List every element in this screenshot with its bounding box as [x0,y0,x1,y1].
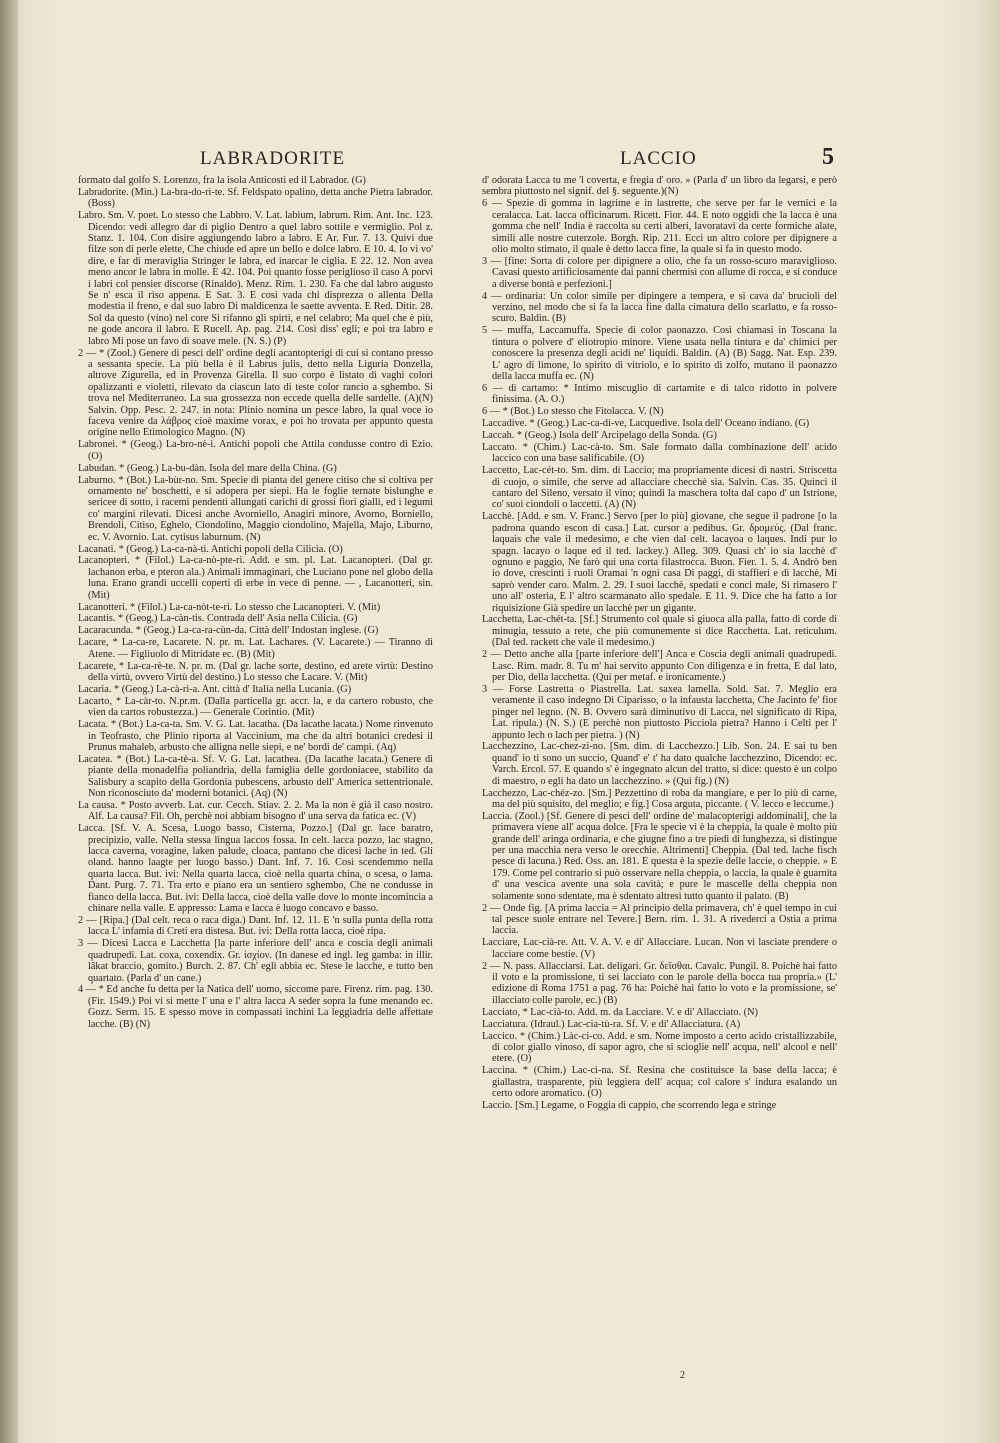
entry: 2 — Detto anche alla [parte inferiore dell'] Anca e Coscia degli animali quadrupedi. Lasc. Rim. madr. 8. Tu m' hai servito appunto Con diligenza e in fretta, E dal lato, per Dio, della lacchetta. (Qui per metaf. e ironicamente.) [482,649,837,683]
entry: Laccia. (Zool.) [Sf. Genere di pesci dell' ordine de' malacopterigi addominali], che la primavera viene all' acqua dolce. [Fra le specie vi è la cheppia, la quale è molto più grande dell' aringa ordinaria, e che giugne fino a tre piedi di lunghezza, si distingue per una macchia nera verso le orecchie. Altrimenti] Cheppia. (Dal ted. lache fisch pesce di lacuna.) Red. Oss. an. 181. E questa è la spezie delle laccie, o cheppie. » E 179. Come pel contrario si può osservare nella cheppia, o laccia, la quale è guarnita d' una vescica avente una sola cavità; e pure le mascelle della cheppia non solamente sono sdentate, ma è sdentato altresì tutto quanto il palato. (B) [482,810,837,902]
entry: Laccadive. * (Geog.) Lac-ca-di-ve, Lacquedive. Isola dell' Oceano indiano. (G) [482,418,810,430]
entry: Laccina. * (Chim.) Lac-cì-na. Sf. Resina che costituisce la base della lacca; è giallastra, trasparente, più leggiera dell' acqua; col calore s' indura esalando un certo odore aromatico. (O) [482,1065,837,1100]
entry: 6 — di cartamo: * Intimo miscuglio di cartamite e di talco ridotto in polvere finissima. (A. O.) [482,382,837,406]
entry: 6 — Spezie di gomma in lagrime e in lastrette, che serve per far le vernici e la ceralacca. Lat. lacca officinarum. Ricett. Fior. 44. E noto oggidì che la lacca è una gomma che nell' India è raccolta su certi alberi, lavoratavi da certe formiche alate, simili alle nostre cuterzole. Borgh. Rip. 211. Ecci un altro colore per dipignere a olio molto stimato, il quale è detto lacca fine, la quale si fa in questo modo. [482,198,837,255]
entry: 3 — [fine: Sorta di colore per dipignere a olio, che fa un rosso-scuro maraviglioso. Cavasi questo artificiosamente dai panni chermisi con allume di rocca, e si conduce a diverse bontà e perfezioni.] [482,255,837,290]
entry: Labudan. * (Geog.) La-bu-dàn. Isola del mare della China. (G) [78,462,337,474]
entry: Labro. Sm. V. poet. Lo stesso che Labbro. V. Lat. labium, labrum. Rim. Ant. Inc. 123. Dicendo: vedi allegro dar di piglio Dentro a quel labro sottile e vermiglio. Pol z. Stanz. 1. 104. Con disire aggiungendo labro a labro. E Ar. Fur. 7. 13. Quivi due filze son di perle elette, Che chiude ed apre un bello e dolce labro. E 10. 4. Io vi vo' dire, e far di meraviglia Stringer le labra, ed inarcar le ciglia. E 22. 12. Non avea meno ancor le labra in molle. E 42. 104. Poi quanto fosse periglioso il caso A porvi i labri col pensier discorse (Rinaldo). Menz. Rim. 1. 230. Fa che dal labro augusto Se n' esca il riso appena. E Sat. 3. E così vada chi disprezza o allenta Della modestia il freno, e dal suo labro Di maldicenza le saette avventa. E Red. Ditir. 28. Sol da questo (vino) nel core Si rifanno gli spirti, e nel celabro; Ma quel che è più, ne gode ancora il labro. E Rucell. Ap. pag. 214. Così diss' egli; e poi tra labro e labro Mi pose un favo di soave mele. (N. S.) (P) [78,210,433,347]
entry: formato dal golfo S. Lorenzo, fra la isola Anticosti ed il Labrador. (G) [78,175,366,186]
entry: 6 — * (Bot.) Lo stesso che Fitolacca. V. (N) [482,406,664,418]
page-number: 5 [822,144,834,170]
entry: 3 — Dicesi Lacca e Lacchetta [la parte inferiore dell' anca e coscia degli animali quadrupedi. Lat. coxa, coxendix. Gr. ἰσχίον. (In danese ed ingl. leg gamba: in illir. lâkat braccio, gomito.) Burch. 2. 87. Ch' egli abbia ec. Stese le lacche, e tutto ben quartato. (Parla d' un cane.) [78,938,433,984]
entry: Laccetto, Lac-cét-to. Sm. dim. di Laccio; ma propriamente dicesi di nastri. Striscetta di cuojo, o simile, che serve ad allacciare checchè sia. Salvin. Cas. 35. Quinci il cantaro del Sileno, versato il vino; quindi la maschera tolta dal capo d' un Istrione, co' suoi ciondoli o laccetti. (A) (N) [482,465,837,511]
entry: Lacatea. * (Bot.) La-ca-tè-a. Sf. V. G. Lat. lacathea. (Da lacathe lacata.) Genere di piante della monadelfia poliandria, della famiglia delle gordoniacee, stabilito da Salisbury a scapito della Gordonia pubescens, arbusto dell' America settentrionale. Non riconosciuto da' moderni botanici. (Aq) (N) [78,753,433,800]
page-header [200,144,840,178]
entry: La causa. * Posto avverb. Lat. cur. Cecch. Stiav. 2. 2. Ma la non è già il caso nostro. Alf. La causa? Fil. Oh, perchè noi abbiam bisogno d' una serva da fatica ec. (V) [78,799,433,823]
entry: Lacchè. [Add. e sm. V. Franc.] Servo [per lo più] giovane, che segue il padrone [o la padrona quando escon di casa.] Lat. cursor a pedibus. Gr. δρομεύς. (Dal franc. laquais che vale il medesimo, e che vien dal celt. lacayoa o laques. Indi pur lo spagn. lacayo o laque ed il ted. lackey.) Alleg. 309. Quasi ch' io sia lacchè d' ognuno e paggio, Ne farò qui una corta filastrocca. Buon. Fier. 1. 5. 4. Andrò ben io dove, crescinti i ruoli Oramai 'n ogni casa Di paggi, di staffieri e di lacchè, Mi saprò vender caro. Malm. 2. 29. I suoi lacchè, spedati e conci male, Si rimasero l' uno all' osteria, E l' altro scarmanato allo spedale. E 11. 9. Dice che ha fatto a lor riquisizione Già spedire un lacchè per un gigante. [482,511,837,614]
entry: Lacciare, Lac-cià-re. Att. V. A. V. e di' Allacciare. Lucan. Non vi lasciate prendere o lacciare come bestie. (V) [482,937,837,960]
entry: Lacchetta, Lac-chét-ta. [Sf.] Strumento col quale si giuoca alla palla, fatto di corde di minugia, tessuto a rete, che più comunemente si dice Racchetta. Lat. reticulum. (Dal ted. rackett che vale il medesimo.) [482,614,837,649]
entry: 5 — muffa, Laccamuffa. Specie di color paonazzo. Così chiamasi in Toscana la tintura o polvere d' eliotropio minore. Viene usata nella tintura e da' chimici per conoscere la presenza degli acidi ne' liquidi. Baldin. (A) (B) Sagg. Nat. Esp. 239. L' agro di limone, lo spirito di vitriolo, e lo spirito di zolfo, mutano il paonazzo della lacca muffa ec. (N) [482,325,837,382]
entry: Laccah. * (Geog.) Isola dell' Arcipelago della Sonda. (G) [482,429,717,441]
entry: Lacata. * (Bot.) La-ca-ta. Sm. V. G. Lat. lacatha. (Da lacathe lacata.) Nome rinvenuto in Teofrasto, che Plinio riporta al Vaccinium, ma che da altri botanici credesi il Prunus mahaleb, arbusto che alligna nelle siepi, e ne' bordi de' campi. (Aq) [78,719,433,753]
entry: Lacarto, * La-càr-to. N.pr.m. (Dalla particella gr. accr. la, e da cartero robusto, che vien da cartos robustezza.) — Generale Corintio. (Mit) [78,695,433,719]
entry: Lacciatura. (Idraul.) Lac-cia-tù-ra. Sf. V. e di' Allacciatura. (A) [482,1018,741,1030]
entry: Laccio. [Sm.] Legame, o Foggia di cappio, che scorrendo lega e stringe [482,1100,777,1111]
entry: 4 — ordinaria: Un color simile per dipingere a tempera, e si cava da' brucioli del verzino, nel modo che si fa la lacca fine dalla cimatura dello scarlatto, e fa rosso-scuro. Baldin. (B) [482,290,837,325]
entry: Lacantis. * (Geog.) La-càn-tis. Contrada dell' Asia nella Cilicia. (G) [78,613,358,625]
entry: Laburno. * (Bot.) La-bùr-no. Sm. Specie di pianta del genere citiso che si coltiva per ornamento ne' boschetti, e si adopera per siepi. Ha le foglie ternate bislunghe e sericee di sotto, i racemi pendenti allungati carichi di grossi fiori gialli, ed i legumi co' margini rilevati. Dicesi anche Avorniello, Anagiri minore, Avorno, Borniello, Brendoli, Citiso, Eghelo, Ciondolino, Maggio ciondolino, Majella, Majo, Liburno, ec. V. Avornio. Lat. cytisus laburnum. (N) [78,474,433,543]
entry: Lacca. [Sf. V. A. Scesa, Luogo basso, Cisterna, Pozzo.] (Dal gr. lace baratro, precipizio, valle. Nella stessa lingua laccos fossa. In celt. lacca pozzo, lac stagno, lacca caverna, voragine, laken palude, cloaca, pantano che dicesi lache in ted. Gli oland. hanno laagte per luogo basso.) Dant. Inf. 7. 16. Così scendemmo nella quarta lacca. But. ivi: Nella quarta lacca, cioè nella quarta china, o scesa, o lama. Dant. Purg. 7. 71. Tra erto e piano era un sentiero sghembo, Che ne condusse in fianco della lacca. But. ivi: Della lacca, cioè della valle dove lo monte incominciа a chinare nella valle. E appresso: Lama e lacca è luogo concavo e basso. [78,823,433,915]
header-left-word: LABRADORITE [200,148,346,169]
entry: Labradorite. (Min.) La-bra-do-ri-te. Sf. Feldspato opalino, detta anche Pietra labrador. (Boss) [78,186,433,210]
entry: Lacare, * La-ca-re, Lacarete. N. pr. m. Lat. Lachares. (V. Lacarete.) — Tiranno di Atene. — Figliuolo di Mitridate ec. (B) (Mit) [78,637,433,660]
entry: Laccico. * (Chim.) Làc-ci-co. Add. e sm. Nome imposto a certo acido cristallizzabile, di color giallo vinoso, di sapor agro, che si scioglie nell' acqua, nell' alcool e nell' etere. (O) [482,1030,837,1065]
entry: Lacanati. * (Geog.) La-ca-nà-ti. Antichi popoli della Cilicia. (O) [78,543,343,555]
entry: Lacaria. * (Geog.) La-cà-ri-a. Ant. città d' Italia nella Lucania. (G) [78,683,352,695]
entry: 2 — [Ripa.] (Dal celt. reca o raca diga.) Dant. Inf. 12. 11. E 'n sulla punta della rotta lacca L' infamia di Creti era distesa. But. ivi: Della rotta lacca, cioè ripa. [78,915,433,938]
header-center-word: LACCIO [620,148,697,169]
entry: Lacanotteri. * (Filol.) La-ca-nòt-te-ri. Lo stesso che Lacanopteri. V. (Mit) [78,601,381,613]
left-column [78,175,433,1031]
entry: Lacarete, * La-ca-rè-te. N. pr. m. (Dal gr. lache sorte, destino, ed arete virtù: Destino della virtù, ovvero Virtù del destino.) Lo stesso che Lacare. V. (Mit) [78,660,433,683]
entry: Lacaracunda. * (Geog.) La-ca-ra-cùn-da. Città dell' Indostan inglese. (G) [78,625,379,637]
right-column [482,175,837,1112]
entry: d' odorata Lacca tu me 'l coverta, e fregia d' oro. » (Parla d' un libro da legarsi, e però sembra piuttosto nel signif. del §. seguente.)(N) [482,175,837,198]
entry: Lacciato, * Lac-cià-to. Add. m. da Lacciare. V. e di' Allacciato. (N) [482,1006,758,1018]
entry: Lacanopteri. * (Filol.) La-ca-nò-pte-ri. Add. e sm. pl. Lat. Lacanopteri. (Dal gr. lachanon erba, e pteron ala.) Animali immaginari, che Luciano pone nel globo della luna. Erano grandi uccelli coperti di erbe in vece di penne. — , Lacanotteri, sin. (Mit) [78,555,433,601]
entry: Lacchezzo, Lac-chéz-zo. [Sm.] Pezzettino di roba da mangiare, e per lo più di carne, ma del più squisito, del meglio; e fig.] Cosa arguta, piccante. ( V. lecco e leccume.) [482,787,837,810]
entry: 2 — Onde fig. [A prima laccia = Al principio della primavera, ch' è quel tempo in cui tal pesce suole entrare nel Tevere.] Bern. rim. 1. 31. A rivederci a Ostia a prima laccia. [482,902,837,937]
entry: 2 — N. pass. Allacciarsi. Lat. deligari. Gr. δεῖσθαι. Cavalc. Pungil. 8. Poichè hai fatto il voto e la promissione, ti sei lacciato con le parole della bocca tua propria.» (L' edizione di Roma 1751 a pag. 76 ha: Poichè hai fatto lo voto e la promissione, se' illacciato colle parole, ec.) (B) [482,960,837,1006]
entry: Laccato. * (Chim.) Lac-cà-to. Sm. Sale formato dalla combinazione dell' acido laccico con una base salificabile. (O) [482,441,837,465]
signature-mark: 2 [680,1370,685,1381]
book-spine [0,0,18,1443]
entry: Labronei. * (Geog.) La-bro-nè-i. Antichi popoli che Attila condusse contro di Ezio. (O) [78,439,433,462]
entry: 3 — Forse Lastretta o Piastrella. Lat. saxea lamella. Sold. Sat. 7. Meglio era veramente il caso indegno Di Ciparisso, o la infausta lacchetta, Che Jacinto fe' fior pinger nel legno. (N. B. Ovvero sarà diminutivo di Lacca, nel significato di Ripa, Lat. ripula.) (N. S.) (E perchè non piuttosto Picciola pietra? Hanno i Celti per l' appunto lech o lach per pietra. ) (N) [482,683,837,741]
entry: 2 — * (Zool.) Genere di pesci dell' ordine degli acantopterigi di cui si contano presso a sessanta specie. La più bella è il Labrus julis, detto nella Liguria Donzella, altrove Zigurella, ed in Provenza Girella. Il suo corpo è listato di vaghi colori opalizzanti e violetti, rilevato da ciascun lato di teste color rancio a sghembo. Si trova nel Mediterraneo. La sua grossezza non eccede quella delle sardelle. (A)(N) Salvin. Opp. Pesc. 2. 247. in nota: Plinio nomina un pesce labro, la qual voce io faceva venire da λάβρος cioè maxime vorax, e poi ho trovata per appunto questa origine nello Etimologico Magno. (N) [78,347,433,439]
entry: Lacchezzino, Lac-chez-zì-no. [Sm. dim. di Lacchezzo.] Lib. Son. 24. E sai tu ben quand' io ti sono un succio, Quand' e' t' ha dato qualche lacchezzino, Dicendo: ec. Varch. Ercol. 57. E quando s' è ingegnato alcun del tratto, si dice: questo è un colpo di maestro, o egli ha dato un lacchezzino. » (Qui fig.) (N) [482,741,837,787]
entry: 4 — * Ed anche fu detta per la Natica dell' uomo, siccome pare. Firenz. rim. pag. 130. (Fir. 1549.) Poi vi si mette l' una e l' altra lacca A seder sopra la fune menando ec. Gozz. Serm. 15. E spesso move in compassati inchini La leggiadria delle affettate lacche. (B) (N) [78,984,433,1030]
